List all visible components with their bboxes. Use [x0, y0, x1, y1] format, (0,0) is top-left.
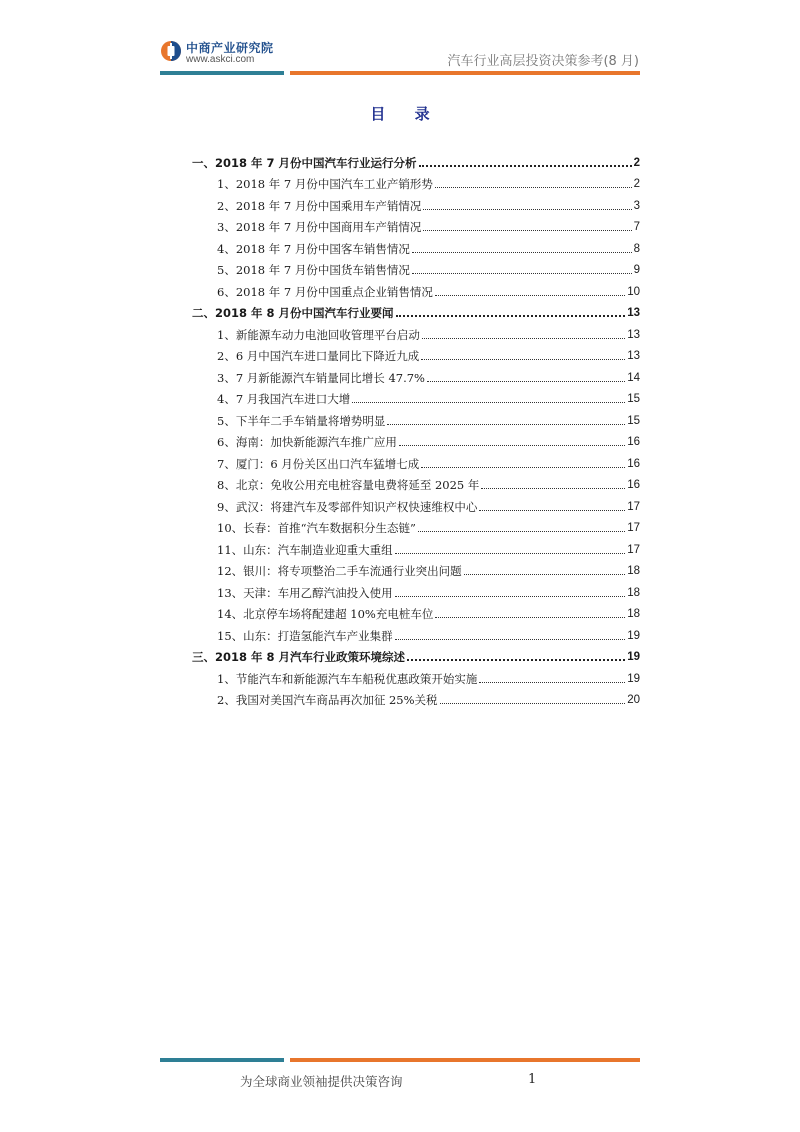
dot-leader [395, 596, 626, 597]
dot-leader [464, 574, 626, 575]
toc-page-number: 16 [627, 436, 640, 448]
toc-item-label: 12、银川：将专项整治二手车流通行业突出问题 [217, 564, 462, 578]
dot-leader [422, 338, 625, 339]
toc-item-label: 1、新能源车动力电池回收管理平台启动 [217, 327, 420, 342]
toc-item-label: 9、武汉：将建汽车及零部件知识产权快速维权中心 [217, 499, 478, 514]
toc-item[interactable] [192, 535, 640, 557]
toc-item[interactable] [192, 277, 640, 299]
dot-leader [427, 381, 625, 382]
toc-page-number: 8 [633, 242, 640, 255]
toc-section-label: 二、2018 年 8 月份中国汽车行业要闻 [192, 306, 394, 320]
dot-leader [399, 445, 625, 446]
toc-page-number: 16 [627, 457, 640, 470]
dot-leader [419, 165, 632, 167]
toc-page-number: 19 [627, 629, 640, 642]
toc-item-label: 4、7 月我国汽车进口大增 [217, 392, 351, 406]
dot-leader [396, 315, 626, 317]
dot-leader [407, 659, 625, 661]
toc-item[interactable] [192, 191, 640, 213]
toc-item[interactable] [192, 428, 640, 450]
logo-name: 中商产业研究院 [186, 41, 274, 55]
toc-item-label: 11、山东：汽车制造业迎重大重组 [217, 542, 393, 557]
toc-page-number: 20 [627, 694, 640, 706]
toc-item-label: 8、北京：免收公用充电桩容量电费将延至 2025 年 [217, 478, 480, 492]
toc-page-number: 10 [627, 285, 640, 298]
dot-leader [435, 295, 625, 296]
toc-page-number: 17 [627, 543, 640, 556]
footer-slogan: 为全球商业领袖提供决策咨询 [240, 1074, 403, 1089]
toc-item[interactable] [192, 686, 640, 708]
toc-item-label: 4、2018 年 7 月份中国客车销售情况 [217, 241, 410, 256]
toc-page-number: 18 [627, 565, 640, 577]
dot-leader [440, 703, 626, 704]
dot-leader [387, 424, 625, 425]
toc-item[interactable] [192, 385, 640, 407]
toc-page-number: 7 [633, 221, 640, 233]
toc-item-label: 6、海南：加快新能源汽车推广应用 [217, 435, 397, 449]
toc-page-number: 3 [633, 199, 640, 212]
toc-page-number: 15 [627, 414, 640, 427]
toc-item[interactable] [192, 557, 640, 579]
footer-rule-orange [290, 1058, 640, 1062]
logo-url: www.askci.com [186, 54, 255, 65]
toc-item-label: 1、节能汽车和新能源汽车车船税优惠政策开始实施 [217, 671, 478, 686]
dot-leader [421, 467, 625, 468]
toc-page-number: 13 [627, 328, 640, 341]
toc-page-number: 18 [627, 586, 640, 599]
toc-section[interactable] [192, 148, 640, 170]
toc-item[interactable] [192, 664, 640, 686]
dot-leader [435, 617, 625, 618]
toc-item[interactable] [192, 471, 640, 493]
toc-item[interactable] [192, 492, 640, 514]
toc-item[interactable] [192, 600, 640, 622]
dot-leader [352, 402, 625, 403]
toc-item[interactable] [192, 256, 640, 278]
dot-leader [418, 531, 625, 532]
dot-leader [481, 488, 625, 489]
toc-page-number: 9 [633, 264, 640, 276]
toc-page-number: 13 [627, 350, 640, 362]
dot-leader [479, 510, 625, 511]
table-of-contents [192, 148, 640, 707]
toc-item[interactable] [192, 363, 640, 385]
toc-item-label: 7、厦门：6 月份关区出口汽车猛增七成 [217, 456, 420, 471]
toc-section-label: 一、2018 年 7 月份中国汽车行业运行分析 [192, 155, 417, 170]
toc-page-number: 13 [627, 307, 640, 319]
logo-mark-icon [160, 40, 182, 62]
dot-leader [421, 359, 625, 360]
toc-page-number: 19 [627, 651, 640, 663]
toc-item[interactable] [192, 621, 640, 643]
toc-title: 目 录 [370, 105, 442, 123]
toc-page-number: 16 [627, 479, 640, 491]
report-title: 汽车行业高层投资决策参考(8 月) [447, 54, 639, 69]
toc-page-number: 17 [627, 500, 640, 513]
toc-item[interactable] [192, 213, 640, 235]
toc-item[interactable] [192, 170, 640, 192]
toc-section[interactable] [192, 299, 640, 321]
toc-page-number: 15 [627, 393, 640, 405]
toc-section-label: 三、2018 年 8 月汽车行业政策环境综述 [192, 650, 406, 664]
dot-leader [395, 639, 626, 640]
toc-item-label: 10、长春：首推“汽车数据积分生态链” [217, 521, 416, 535]
dot-leader [395, 553, 626, 554]
toc-page-number: 18 [627, 608, 640, 620]
toc-page-number: 2 [633, 156, 640, 169]
company-logo [160, 38, 300, 70]
toc-item-label: 6、2018 年 7 月份中国重点企业销售情况 [217, 284, 433, 299]
toc-item-label: 15、山东：打造氢能汽车产业集群 [217, 628, 393, 643]
header-rule-teal [160, 71, 284, 75]
dot-leader [423, 230, 631, 231]
toc-item[interactable] [192, 449, 640, 471]
toc-item-label: 2、6 月中国汽车进口量同比下降近九成 [217, 349, 420, 363]
toc-item[interactable] [192, 320, 640, 342]
toc-item-label: 5、2018 年 7 月份中国货车销售情况 [217, 263, 410, 277]
toc-item-label: 3、2018 年 7 月份中国商用车产销情况 [217, 220, 422, 234]
toc-item-label: 3、7 月新能源汽车销量同比增长 47.7% [217, 370, 425, 385]
toc-item[interactable] [192, 406, 640, 428]
toc-item[interactable] [192, 514, 640, 536]
toc-item-label: 2、我国对美国汽车商品再次加征 25%关税 [217, 693, 438, 707]
dot-leader [435, 187, 632, 188]
dot-leader [412, 252, 632, 253]
toc-item-label: 14、北京停车场将配建超 10%充电桩车位 [217, 607, 434, 621]
toc-page-number: 17 [627, 522, 640, 534]
toc-item-label: 13、天津：车用乙醇汽油投入使用 [217, 585, 393, 600]
toc-page-number: 14 [627, 371, 640, 384]
toc-item[interactable] [192, 234, 640, 256]
toc-item-label: 2、2018 年 7 月份中国乘用车产销情况 [217, 198, 422, 213]
page-number: 1 [528, 1072, 537, 1087]
dot-leader [479, 682, 625, 683]
toc-section[interactable] [192, 643, 640, 665]
toc-item[interactable] [192, 578, 640, 600]
toc-item-label: 1、2018 年 7 月份中国汽车工业产销形势 [217, 177, 433, 191]
dot-leader [412, 273, 632, 274]
dot-leader [423, 209, 631, 210]
toc-page-number: 19 [627, 672, 640, 685]
toc-item-label: 5、下半年二手车销量将增势明显 [217, 413, 386, 428]
header-rule-orange [290, 71, 640, 75]
footer-rule-teal [160, 1058, 284, 1062]
toc-page-number: 2 [633, 178, 640, 190]
toc-item[interactable] [192, 342, 640, 364]
